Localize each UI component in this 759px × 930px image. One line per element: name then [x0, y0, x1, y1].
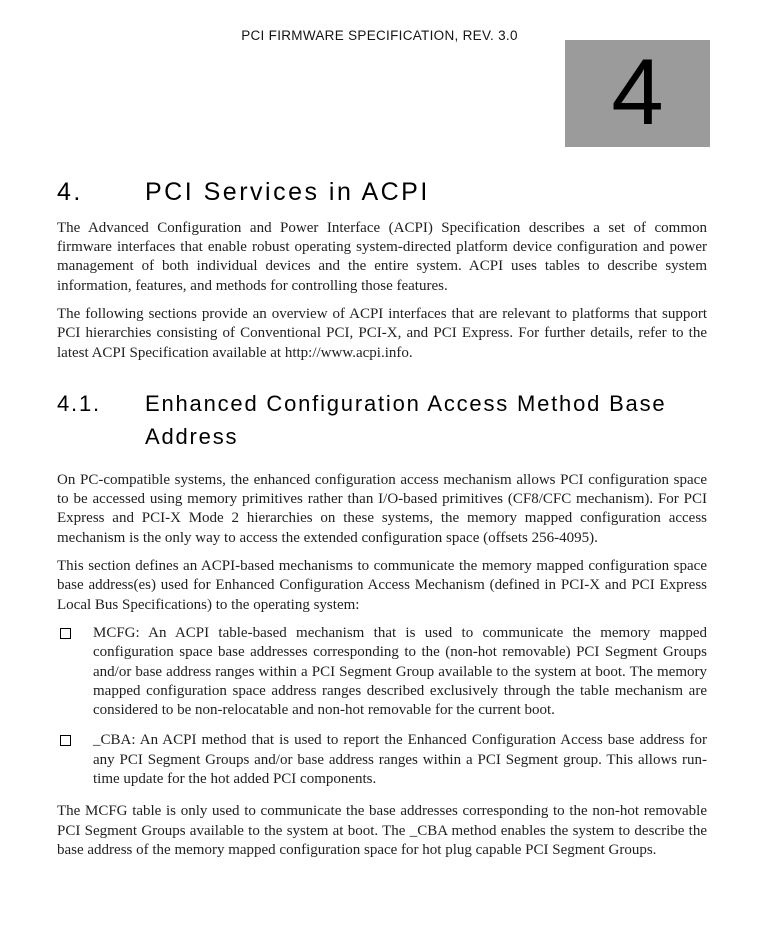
chapter-heading: [57, 178, 707, 207]
running-header: PCI FIRMWARE SPECIFICATION, REV. 3.0: [241, 28, 518, 43]
paragraph-mcfg-closing: The MCFG table is only used to communicate the base addresses corresponding to the non-hot removable PCI Segment Groups available to the system at boot. The _CBA method enables the system to describe the base address of the memory mapped configuration space for hot plug capable PCI Segment Groups.: [57, 803, 707, 858]
square-bullet-icon: [60, 735, 71, 746]
chapter-heading-title: PCI Services in ACPI: [145, 178, 430, 206]
paragraph-acpi-overview: The Advanced Configuration and Power Interface (ACPI) Specification describes a set of common firmware interfaces that enable robust operating system-directed platform device configuration and power management of both individual devices and the entire system. ACPI uses tables to describe system information, features, and methods for controlling those features.: [57, 219, 707, 294]
chapter-heading-number: 4.: [57, 178, 83, 206]
bullet-list: [57, 624, 707, 789]
bullet-text-cba: _CBA: An ACPI method that is used to report the Enhanced Configuration Access base address for any PCI Segment Groups and/or base address ranges within a PCI Segment group. This allows run-time update for the hot added PCI components.: [93, 732, 707, 787]
section-heading: [57, 387, 707, 453]
list-item-mcfg: [57, 624, 707, 720]
section-heading-number: 4.1.: [57, 390, 101, 416]
list-item-cba: [57, 731, 707, 789]
paragraph-sections-overview: The following sections provide an overview of ACPI interfaces that are relevant to platforms that support PCI hierarchies consisting of Conventional PCI, PCI-X, and PCI Express. For further details, refer to the latest ACPI Specification available at http://www.acpi.info.: [57, 305, 707, 361]
square-bullet-icon: [60, 628, 71, 639]
bullet-text-mcfg: MCFG: An ACPI table-based mechanism that is used to communicate the memory mapped configuration space base addresses corresponding to the (non-hot removable) PCI Segment Groups and/or base address ranges within a PCI Segment Group available to the system at boot. The memory mapped configuration space address ranges described exclusively through the table mechanism are considered to be non-relocatable and non-hot removable for the current boot.: [93, 624, 707, 719]
paragraph-section-defines: This section defines an ACPI-based mechanisms to communicate the memory mapped configuration space base address(es) used for Enhanced Configuration Access Mechanism (defined in PCI-X and PCI Express Local Bus Specifications) to the operating system:: [57, 558, 707, 613]
paragraph-enhanced-config-access: On PC-compatible systems, the enhanced configuration access mechanism allows PCI configuration space to be accessed using memory primitives rather than I/O-based primitives (CF8/CFC mechanism). For PCI Express and PCI-X Mode 2 hierarchies on these systems, the memory mapped configuration access mechanism is the only way to access the extended configuration space (offsets 256-4095).: [57, 471, 707, 546]
section-heading-title: Enhanced Configuration Access Method Base Address: [145, 390, 667, 449]
page-content: [57, 0, 707, 860]
chapter-tab-number: 4: [611, 38, 664, 144]
